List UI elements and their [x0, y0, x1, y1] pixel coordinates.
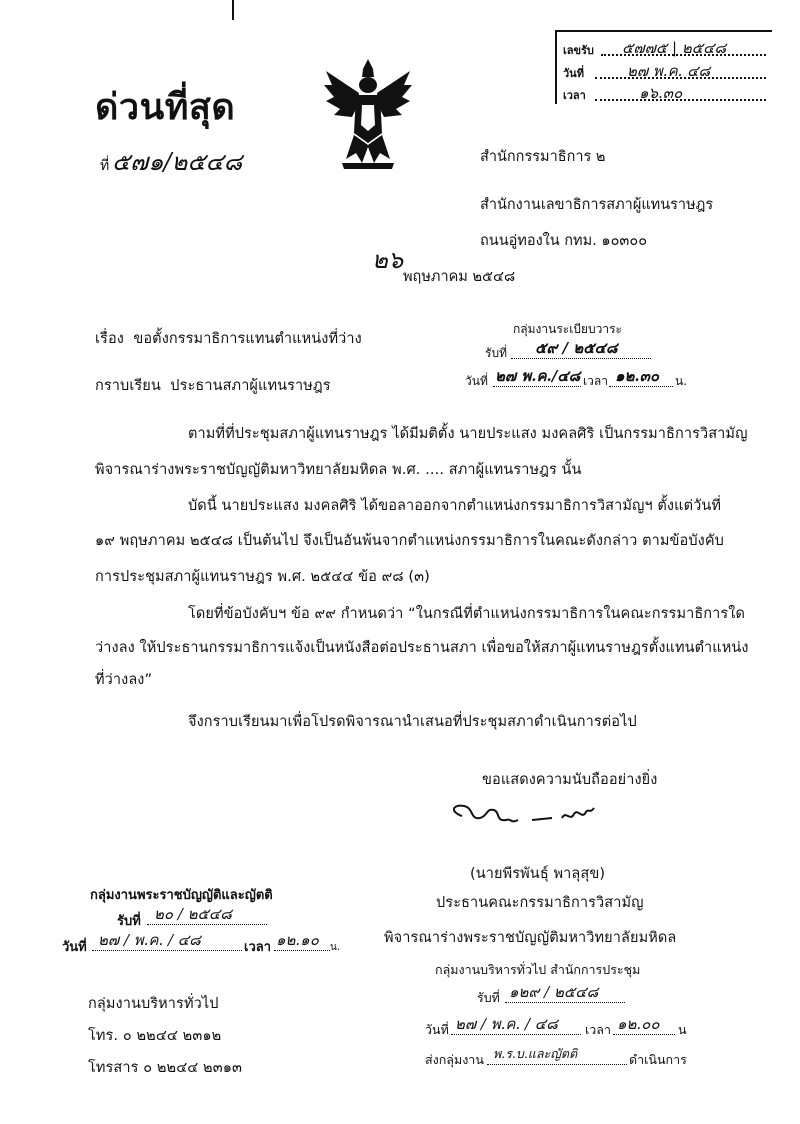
garuda-emblem-icon	[322, 55, 414, 175]
bill-rub-value: ๒๐ / ๒๕๔๘	[154, 905, 232, 923]
agenda-time-label: เวลา	[583, 374, 608, 388]
agenda-rub-label: รับที่	[485, 346, 507, 360]
footer-fax: โทรสาร ๐ ๒๒๔๔ ๒๓๑๓	[88, 1060, 243, 1076]
signatory-name: (นายพีรพันธุ์ พาลุสุข)	[470, 866, 606, 882]
admin-time-suffix: น	[678, 1022, 687, 1037]
subject-text: ขอตั้งกรรมาธิการแทนตำแหน่งที่ว่าง	[133, 331, 362, 347]
agenda-time-value: ๑๒.๓๐	[615, 367, 660, 385]
bill-date-value: ๒๗ / พ.ค. / ๔๘	[98, 931, 201, 949]
letter-date-day: ๒๖	[372, 246, 404, 274]
body-paragraph-1-line-1: ตามที่ที่ประชุมสภาผู้แทนราษฎร ได้มีมติตั้ง นายประแสง มงคลศิริ เป็นกรรมาธิการวิสามัญ	[188, 426, 748, 442]
sender-address-line-3: ถนนอู่ทองใน กทม. ๑๐๓๐๐	[480, 233, 648, 249]
admin-forward-suffix: ดำเนินการ	[629, 1052, 687, 1067]
recipient-line	[95, 374, 331, 397]
agenda-time-suffix: น.	[675, 374, 688, 388]
stamp-label-receipt-no: เลขรับ	[563, 44, 594, 57]
body-paragraph-2-line-3: การประชุมสภาผู้แทนราษฎร พ.ศ. ๒๕๔๔ ข้อ ๙๘ (๓)	[95, 569, 430, 585]
bill-time-suffix: น.	[330, 942, 341, 953]
bill-time-label: เวลา	[244, 940, 272, 955]
body-paragraph-3-line-2: ว่างลง ให้ประธานกรรมาธิการแจ้งเป็นหนังสือต่อประธานสภา เพื่อขอให้สภาผู้แทนราษฎรตั้งแทนตำแหน่ง	[95, 640, 749, 656]
bill-date-label: วันที่	[62, 940, 87, 955]
bill-rub-label: รับที่	[117, 914, 141, 929]
stamp-value-date: ๒๗ พ.ค. ๔๘	[627, 62, 711, 80]
receipt-stamp-top	[555, 30, 772, 104]
docno-prefix: ที่	[100, 158, 110, 174]
admin-group: กลุ่มงานบริหารทั่วไป สำนักการประชุม	[435, 962, 641, 977]
agenda-group: กลุ่มงานระเบียบวาระ	[513, 322, 622, 336]
admin-forward-label: ส่งกลุ่มงาน	[425, 1052, 484, 1067]
recipient-label: กราบเรียน	[95, 378, 161, 394]
subject-line	[95, 327, 362, 350]
stamp-value-time: ๑๖.๓๐	[639, 84, 683, 102]
bill-time-value: ๑๒.๑๐	[276, 931, 319, 949]
stamp-label-time: เวลา	[563, 89, 586, 102]
stamp-value-receipt-no: ๕๗๗๕ | ๒๕๔๘	[622, 39, 727, 57]
footer-tel: โทร. ๐ ๒๒๔๔ ๒๓๑๒	[88, 1028, 222, 1044]
urgency-heading: ด่วนที่สุด	[95, 87, 236, 128]
body-paragraph-2-line-2: ๑๙ พฤษภาคม ๒๕๔๘ เป็นต้นไป จึงเป็นอันพ้นจากตำแหน่งกรรมาธิการในคณะดังกล่าว ตามข้อบังคับ	[95, 533, 724, 549]
sender-address-line-1: สำนักกรรมาธิการ ๒	[480, 149, 606, 165]
admin-rub-value: ๑๒๙ / ๒๕๔๘	[509, 983, 599, 1001]
admin-date-label: วันที่	[425, 1022, 449, 1037]
receipt-stamp-bill	[62, 884, 342, 964]
signatory-position-line-1: ประธานคณะกรรมาธิการวิสามัญ	[436, 895, 644, 911]
letter-date: พฤษภาคม ๒๕๔๘	[403, 269, 516, 285]
sender-address-line-2: สำนักงานเลขาธิการสภาผู้แทนราษฎร	[480, 197, 714, 213]
agenda-rub-value: ๕๙ / ๒๕๔๘	[535, 339, 618, 357]
recipient-text: ประธานสภาผู้แทนราษฎร	[170, 378, 331, 394]
scan-edge-mark	[232, 0, 234, 20]
body-paragraph-3-line-1: โดยที่ข้อบังคับฯ ข้อ ๙๙ กำหนดว่า “ในกรณีที่ตำแหน่งกรรมาธิการในคณะกรรมาธิการใด	[188, 606, 745, 622]
subject-label: เรื่อง	[95, 331, 124, 347]
admin-time-label: เวลา	[585, 1022, 611, 1037]
body-paragraph-4: จึงกราบเรียนมาเพื่อโปรดพิจารณานำเสนอที่ประชุมสภาดำเนินการต่อไป	[188, 714, 637, 730]
receipt-stamp-agenda	[465, 318, 695, 393]
stamp-label-date: วันที่	[563, 67, 584, 80]
body-paragraph-3-line-3: ที่ว่างลง”	[95, 672, 153, 688]
admin-rub-label: รับที่	[477, 990, 500, 1005]
agenda-date-value: ๒๗ พ.ค./๔๘	[495, 367, 581, 385]
admin-forward-value: พ.ร.บ.และญัตติ	[493, 1046, 578, 1061]
handwritten-signature	[440, 798, 600, 838]
body-paragraph-1-line-2: พิจารณาร่างพระราชบัญญัติมหาวิทยาลัยมหิดล พ.ศ. .... สภาผู้แทนราษฎร นั้น	[95, 462, 582, 478]
agenda-date-label: วันที่	[465, 374, 488, 388]
docno-value: ๕๗๑/๒๕๔๘	[112, 148, 243, 176]
footer-unit: กลุ่มงานบริหารทั่วไป	[88, 996, 219, 1012]
admin-date-value: ๒๗ / พ.ค. / ๔๘	[455, 1015, 558, 1033]
receipt-stamp-admin	[425, 958, 695, 1073]
closing-regards: ขอแสดงความนับถืออย่างยิ่ง	[482, 772, 658, 788]
bill-group: กลุ่มงานพระราชบัญญัติและญัตติ	[90, 888, 273, 903]
body-paragraph-2-line-1: บัดนี้ นายประแสง มงคลศิริ ได้ขอลาออกจากตำแหน่งกรรมาธิการวิสามัญฯ ตั้งแต่วันที่	[188, 498, 721, 514]
admin-time-value: ๑๒.๐๐	[617, 1015, 660, 1033]
signatory-position-line-2: พิจารณาร่างพระราชบัญญัติมหาวิทยาลัยมหิดล	[384, 930, 677, 946]
